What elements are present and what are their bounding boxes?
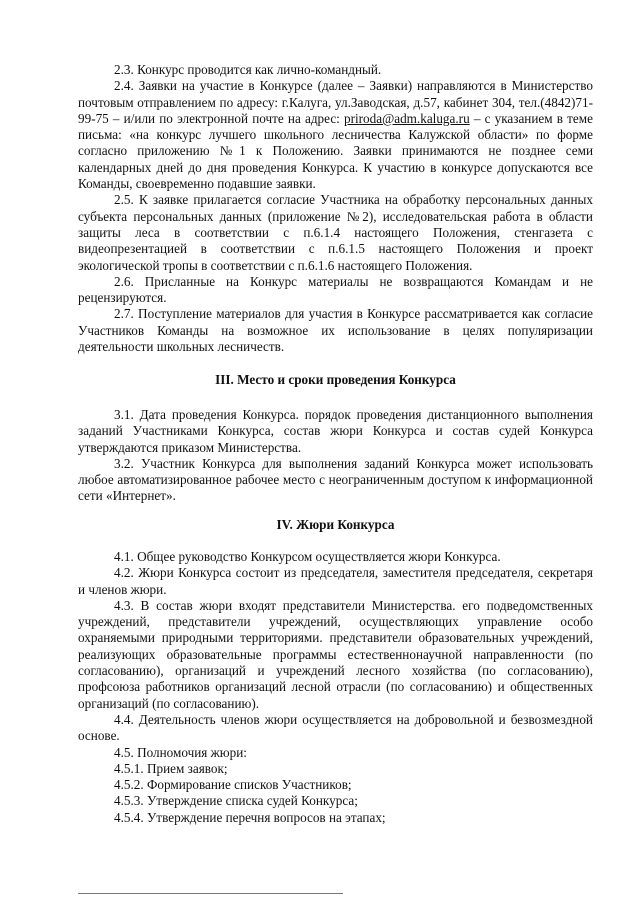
paragraph-4-5: 4.5. Полномочия жюри: xyxy=(114,744,247,760)
section-4 xyxy=(78,549,593,826)
paragraph-4-5-3: 4.5.3. Утверждение списка судей Конкурса; xyxy=(114,793,358,809)
section-3-heading-block xyxy=(78,372,593,388)
section-4-heading: IV. Жюри Конкурса xyxy=(276,517,395,532)
section-4-heading-block xyxy=(78,517,593,533)
section-3 xyxy=(78,407,593,505)
paragraph-2-4 xyxy=(78,78,593,192)
paragraph-4-5-1: 4.5.1. Прием заявок; xyxy=(114,760,228,776)
paragraph-2-4-part-1: 2.4. Заявки на участие в Конкурсе (далее – Заявки) направляются в Министерство почтовым отправлением по адресу: г.Калуга, ул.Заводская, д.57, кабинет 304, тел.(4842)71-99-75 – и/или по электронной почте на адрес: xyxy=(78,78,593,126)
email-link[interactable]: priroda@adm.kaluga.ru xyxy=(344,110,470,126)
section-3-heading: III. Место и сроки проведения Конкурса xyxy=(215,372,456,387)
paragraph-3-1: 3.1. Дата проведения Конкурса. порядок проведения дистанционного выполнения заданий Участниками Конкурса, состав жюри Конкурса и состав судей Конкурса утверждаются приказом Министерства. xyxy=(78,407,593,455)
paragraph-4-5-2: 4.5.2. Формирование списков Участников; xyxy=(114,777,352,793)
paragraph-2-3: 2.3. Конкурс проводится как лично-командный. xyxy=(114,62,382,77)
paragraph-2-4-part-2: – с указанием в теме письма: «на конкурс лучшего школьного лесничества Калужской области» по форме согласно приложению №1 к Положению. Заявки принимаются не позднее семи календарных дней до дня проведения Конкурса. К участию в конкурсе допускаются все Команды, своевременно подавшие заявки. xyxy=(78,110,593,192)
paragraph-2-6: 2.6. Присланные на Конкурс материалы не возвращаются Командам и не рецензируются. xyxy=(78,273,593,306)
paragraph-2-7: 2.7. Поступление материалов для участия в Конкурсе рассматривается как согласие Участников Команды на возможное их использование в целях популяризации деятельности школьных лесничеств. xyxy=(78,306,593,355)
footer-divider xyxy=(78,893,343,894)
paragraph-4-1: 4.1. Общее руководство Конкурсом осуществляется жюри Конкурса. xyxy=(114,549,501,564)
paragraph-4-3: 4.3. В состав жюри входят представители Министерства. его подведомственных учреждений, представители учреждений, осуществляющих управление особо охраняемыми природными территориями. представители образовательных учреждений, реализующих образовательные программы естественнонаучной направленности (по согласованию), организаций и учреждений лесного хозяйства (по согласованию), профсоюза работников организаций лесной отрасли (по согласованию) и общественных организаций (по согласованию). xyxy=(78,597,593,711)
paragraph-4-2: 4.2. Жюри Конкурса состоит из председателя, заместителя председателя, секретаря и членов жюри. xyxy=(78,565,593,597)
paragraph-4-5-4: 4.5.4. Утверждение перечня вопросов на этапах; xyxy=(114,809,386,825)
section-2-continued xyxy=(78,62,593,355)
paragraph-2-5: 2.5. К заявке прилагается согласие Участника на обработку персональных данных субъекта персональных данных (приложение №2), исследовательская работа в области защиты леса в соответствии с п.6.1.4 настоящего Положения, стенгазета с видеопрезентацией в соответствии с п.6.1.5 настоящего Положения и проект экологической тропы в соответствии с п.6.1.6 настоящего Положения. xyxy=(78,192,593,273)
paragraph-4-4: 4.4. Деятельность членов жюри осуществляется на добровольной и безвозмездной основе. xyxy=(78,711,593,744)
paragraph-3-2: 3.2. Участник Конкурса для выполнения заданий Конкурса может использовать любое автоматизированное рабочее место с неограниченным доступом к информационной сети «Интернет». xyxy=(78,455,593,504)
